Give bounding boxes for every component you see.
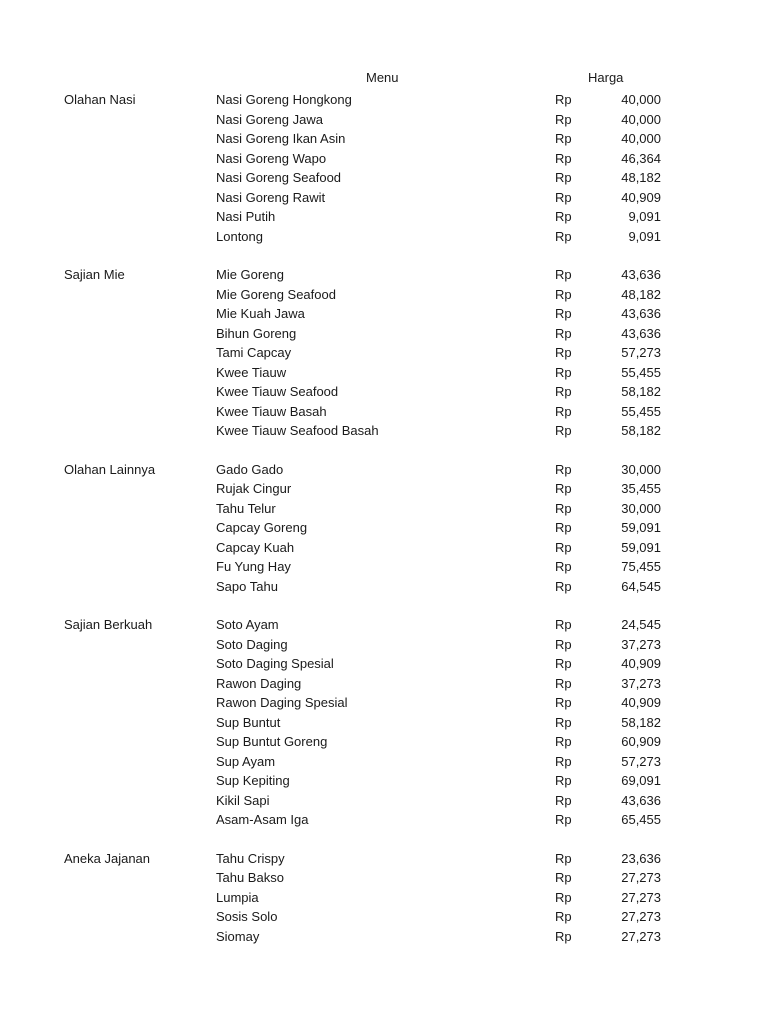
currency-label: Rp — [555, 228, 572, 244]
menu-item-price: 9,091 — [628, 209, 661, 224]
menu-item-row — [0, 188, 768, 208]
menu-item-name: Gado Gado — [216, 461, 284, 477]
section-spacer — [0, 246, 768, 265]
currency-label: Rp — [555, 539, 572, 555]
menu-item-price: 40,909 — [621, 656, 661, 671]
menu-item-name: Sup Buntut Goreng — [216, 734, 328, 749]
menu-item-row — [0, 518, 768, 538]
menu-item-row — [0, 90, 768, 110]
menu-item-name: Nasi Goreng Rawit — [216, 189, 326, 205]
menu-item-row — [0, 888, 768, 908]
currency-label: Rp — [555, 131, 572, 146]
menu-item-row — [0, 732, 768, 752]
menu-item-price: 37,273 — [621, 675, 661, 691]
currency-label: Rp — [555, 423, 572, 438]
currency-label: Rp — [555, 753, 572, 769]
menu-item-price: 48,182 — [621, 170, 661, 185]
menu-item-price: 43,636 — [621, 267, 661, 282]
section-title: Olahan Nasi — [64, 92, 136, 107]
section-spacer — [0, 596, 768, 615]
menu-item-row — [0, 499, 768, 519]
menu-item-name: Kwee Tiauw Basah — [216, 403, 327, 419]
currency-label: Rp — [555, 734, 572, 749]
currency-label: Rp — [555, 384, 572, 399]
menu-item-row — [0, 149, 768, 169]
currency-label: Rp — [555, 92, 572, 107]
menu-item-price: 58,182 — [621, 384, 661, 399]
menu-item-name: Mie Goreng Seafood — [216, 286, 336, 302]
section-title: Olahan Lainnya — [64, 461, 156, 477]
menu-item-name: Nasi Goreng Jawa — [216, 111, 323, 127]
menu-item-row — [0, 382, 768, 402]
currency-label: Rp — [555, 306, 572, 321]
menu-item-row — [0, 207, 768, 227]
menu-item-name: Soto Daging — [216, 636, 288, 652]
menu-item-name: Kwee Tiauw Seafood — [216, 384, 339, 399]
menu-item-price: 27,273 — [621, 928, 661, 944]
menu-item-price: 37,273 — [621, 636, 661, 652]
menu-item-row — [0, 460, 768, 480]
menu-item-row — [0, 674, 768, 694]
menu-item-price: 60,909 — [621, 734, 661, 749]
menu-item-price: 57,273 — [621, 345, 661, 360]
section-spacer — [0, 830, 768, 849]
menu-item-price: 55,455 — [621, 403, 661, 419]
menu-item-row — [0, 927, 768, 947]
menu-item-price: 40,000 — [621, 111, 661, 127]
currency-label: Rp — [555, 189, 572, 205]
menu-item-price: 59,091 — [621, 539, 661, 555]
menu-item-row — [0, 849, 768, 869]
menu-item-row — [0, 129, 768, 149]
menu-item-row — [0, 285, 768, 305]
menu-item-price: 35,455 — [621, 481, 661, 496]
currency-label: Rp — [555, 812, 572, 827]
menu-item-row — [0, 363, 768, 383]
currency-label: Rp — [555, 792, 572, 808]
menu-item-price: 27,273 — [621, 889, 661, 905]
menu-item-row — [0, 615, 768, 635]
menu-item-price: 23,636 — [621, 850, 661, 866]
menu-item-row — [0, 557, 768, 577]
menu-item-name: Rujak Cingur — [216, 481, 292, 496]
menu-item-price: 43,636 — [621, 792, 661, 808]
section-title: Aneka Jajanan — [64, 850, 151, 866]
menu-item-name: Sapo Tahu — [216, 578, 278, 594]
menu-item-row — [0, 635, 768, 655]
menu-item-row — [0, 421, 768, 441]
menu-column-header: Menu — [366, 70, 399, 85]
menu-item-price: 59,091 — [621, 520, 661, 535]
menu-item-name: Tahu Bakso — [216, 870, 284, 885]
menu-section — [0, 90, 768, 246]
menu-item-name: Mie Goreng — [216, 267, 284, 282]
menu-item-row — [0, 791, 768, 811]
menu-item-name: Capcay Goreng — [216, 520, 308, 535]
menu-item-price: 30,000 — [621, 461, 661, 477]
currency-label: Rp — [555, 714, 572, 730]
menu-item-row — [0, 907, 768, 927]
menu-item-row — [0, 343, 768, 363]
price-column-header: Harga — [588, 70, 624, 85]
menu-item-row — [0, 810, 768, 830]
menu-item-row — [0, 265, 768, 285]
menu-item-name: Nasi Goreng Wapo — [216, 150, 327, 166]
menu-item-row — [0, 752, 768, 772]
menu-item-name: Lumpia — [216, 889, 259, 905]
currency-label: Rp — [555, 928, 572, 944]
menu-item-price: 40,000 — [621, 131, 661, 146]
currency-label: Rp — [555, 909, 572, 924]
menu-item-row — [0, 693, 768, 713]
menu-item-price: 69,091 — [621, 773, 661, 788]
menu-item-name: Capcay Kuah — [216, 539, 295, 555]
menu-section — [0, 460, 768, 597]
menu-item-price: 58,182 — [621, 714, 661, 730]
menu-item-price: 40,909 — [621, 189, 661, 205]
menu-item-name: Rawon Daging Spesial — [216, 695, 348, 710]
menu-item-price: 24,545 — [621, 617, 661, 632]
menu-item-price: 27,273 — [621, 870, 661, 885]
currency-label: Rp — [555, 345, 572, 360]
menu-item-price: 40,909 — [621, 695, 661, 710]
menu-item-price: 75,455 — [621, 559, 661, 574]
currency-label: Rp — [555, 656, 572, 671]
currency-label: Rp — [555, 617, 572, 632]
menu-item-name: Soto Ayam — [216, 617, 279, 632]
menu-item-price: 9,091 — [628, 228, 661, 244]
menu-item-price: 58,182 — [621, 423, 661, 438]
menu-item-name: Soto Daging Spesial — [216, 656, 334, 671]
menu-item-name: Tahu Crispy — [216, 850, 285, 866]
menu-item-row — [0, 771, 768, 791]
currency-label: Rp — [555, 636, 572, 652]
currency-label: Rp — [555, 325, 572, 341]
currency-label: Rp — [555, 364, 572, 380]
menu-item-row — [0, 868, 768, 888]
currency-label: Rp — [555, 461, 572, 477]
menu-item-name: Lontong — [216, 228, 263, 244]
menu-item-name: Sup Buntut — [216, 714, 281, 730]
currency-label: Rp — [555, 695, 572, 710]
menu-item-price: 57,273 — [621, 753, 661, 769]
currency-label: Rp — [555, 209, 572, 224]
menu-item-name: Bihun Goreng — [216, 325, 297, 341]
currency-label: Rp — [555, 500, 572, 516]
menu-item-price: 30,000 — [621, 500, 661, 516]
currency-label: Rp — [555, 111, 572, 127]
menu-item-name: Tahu Telur — [216, 500, 276, 516]
currency-label: Rp — [555, 675, 572, 691]
currency-label: Rp — [555, 403, 572, 419]
menu-item-name: Kikil Sapi — [216, 792, 270, 808]
section-spacer — [0, 441, 768, 460]
currency-label: Rp — [555, 773, 572, 788]
currency-label: Rp — [555, 850, 572, 866]
currency-label: Rp — [555, 559, 572, 574]
menu-item-row — [0, 324, 768, 344]
menu-item-row — [0, 538, 768, 558]
menu-item-name: Mie Kuah Jawa — [216, 306, 305, 321]
menu-section — [0, 265, 768, 441]
currency-label: Rp — [555, 578, 572, 594]
menu-item-row — [0, 479, 768, 499]
menu-item-row — [0, 654, 768, 674]
menu-item-name: Nasi Putih — [216, 209, 276, 224]
currency-label: Rp — [555, 481, 572, 496]
menu-item-name: Fu Yung Hay — [216, 559, 291, 574]
menu-item-name: Nasi Goreng Hongkong — [216, 92, 352, 107]
menu-item-name: Rawon Daging — [216, 675, 302, 691]
menu-sections — [0, 90, 768, 946]
menu-item-price: 65,455 — [621, 812, 661, 827]
menu-item-price: 40,000 — [621, 92, 661, 107]
menu-item-row — [0, 577, 768, 597]
currency-label: Rp — [555, 870, 572, 885]
menu-item-price: 64,545 — [621, 578, 661, 594]
currency-label: Rp — [555, 889, 572, 905]
menu-item-price: 43,636 — [621, 306, 661, 321]
menu-item-name: Kwee Tiauw — [216, 364, 287, 380]
section-title: Sajian Berkuah — [64, 617, 153, 632]
currency-label: Rp — [555, 520, 572, 535]
menu-item-name: Nasi Goreng Seafood — [216, 170, 342, 185]
menu-item-row — [0, 227, 768, 247]
menu-item-price: 46,364 — [621, 150, 661, 166]
menu-item-name: Siomay — [216, 928, 260, 944]
currency-label: Rp — [555, 150, 572, 166]
section-title: Sajian Mie — [64, 267, 125, 282]
menu-item-row — [0, 110, 768, 130]
menu-item-name: Tami Capcay — [216, 345, 292, 360]
menu-item-price: 48,182 — [621, 286, 661, 302]
menu-item-name: Sosis Solo — [216, 909, 278, 924]
menu-item-row — [0, 713, 768, 733]
menu-item-name: Sup Kepiting — [216, 773, 290, 788]
menu-item-name: Kwee Tiauw Seafood Basah — [216, 423, 379, 438]
menu-item-row — [0, 304, 768, 324]
menu-section — [0, 849, 768, 947]
currency-label: Rp — [555, 286, 572, 302]
menu-item-name: Asam-Asam Iga — [216, 812, 309, 827]
menu-item-price: 43,636 — [621, 325, 661, 341]
menu-item-row — [0, 402, 768, 422]
menu-item-name: Sup Ayam — [216, 753, 276, 769]
menu-item-price: 27,273 — [621, 909, 661, 924]
menu-item-price: 55,455 — [621, 364, 661, 380]
menu-item-name: Nasi Goreng Ikan Asin — [216, 131, 346, 146]
currency-label: Rp — [555, 170, 572, 185]
menu-item-row — [0, 168, 768, 188]
currency-label: Rp — [555, 267, 572, 282]
menu-section — [0, 615, 768, 830]
